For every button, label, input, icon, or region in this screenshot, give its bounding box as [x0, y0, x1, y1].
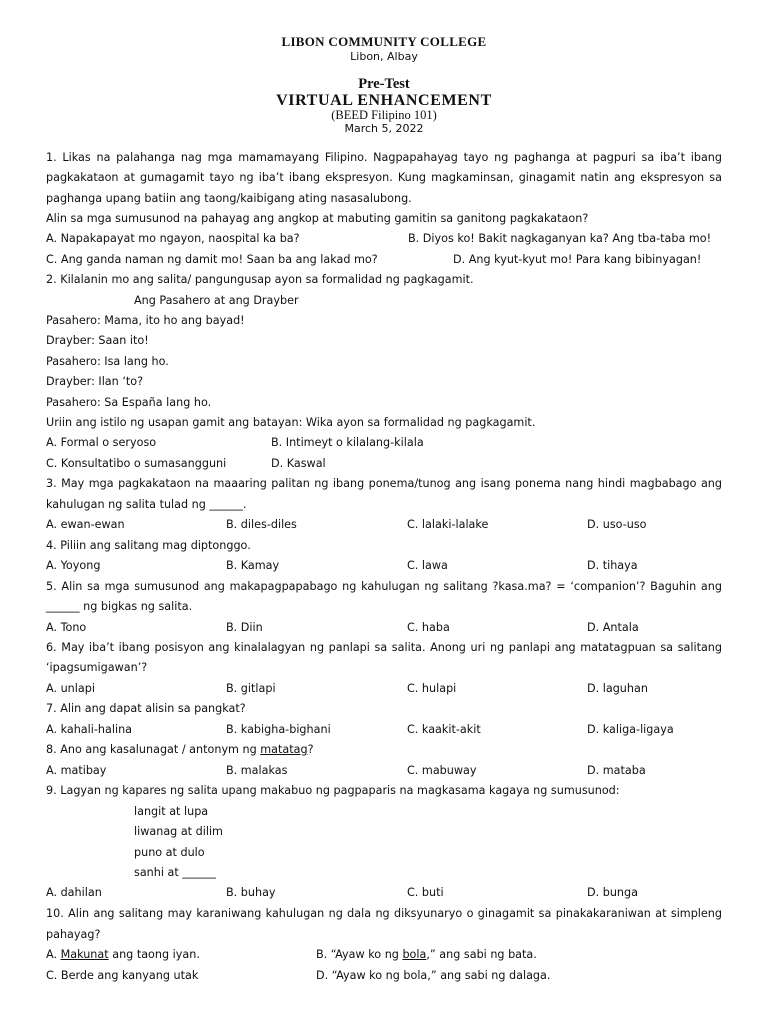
q8-target-word: matatag: [260, 743, 308, 756]
q1-option-d: D. Ang kyut-kyut mo! Para kang bibinyagan!: [453, 253, 702, 266]
q8-stem: [46, 743, 314, 757]
q6-option-b: B. gitlapi: [226, 682, 276, 695]
q2-question: Uriin ang istilo ng usapan gamit ang batayan: Wika ayon sa formalidad ng pagkagamit.: [46, 416, 536, 429]
q9-pair: langit at lupa: [134, 805, 209, 818]
q2-dialogue-line: Drayber: Ilan ‘to?: [46, 375, 144, 388]
q10-stem-line1: 10. Alin ang salitang may karaniwang kahulugan ng dala ng diksyunaryo o ginagamit sa pinakakaraniwan at simpleng: [46, 907, 722, 920]
q2-dialogue-line: Pasahero: Sa España lang ho.: [46, 396, 212, 409]
q3-option-b: B. diles-diles: [226, 518, 297, 531]
q5-option-c: C. haba: [407, 621, 450, 634]
q10-option-b-prefix: B. “Ayaw ko ng: [316, 948, 403, 961]
q1-stem-line2: pagkakataon at gumagamit tayo ng iba’t ibang ekspresyon. Kung magkaminsan, ginagamit natin ang ekspresyon sa: [46, 171, 722, 184]
q5-stem-line1: 5. Alin sa mga sumusunod ang makapagpapabago ng kahulugan ng salitang ?kasa.ma? = ‘companion’? Baguhin ang: [46, 580, 722, 593]
q9-option-b: B. buhay: [226, 886, 276, 899]
q8-option-b: B. malakas: [226, 764, 288, 777]
q2-option-d: D. Kaswal: [271, 457, 326, 470]
q7-option-c: C. kaakit-akit: [407, 723, 481, 736]
q1-option-a: A. Napakapayat mo ngayon, naospital ka ba?: [46, 232, 300, 245]
q9-option-a: A. dahilan: [46, 886, 102, 899]
q8-stem-prefix: 8. Ano ang kasalunagat / antonym ng: [46, 743, 261, 756]
q6-option-c: C. hulapi: [407, 682, 457, 695]
q7-option-a: A. kahali-halina: [46, 723, 133, 736]
q2-dialogue-title: Ang Pasahero at ang Drayber: [134, 294, 299, 307]
test-title: VIRTUAL ENHANCEMENT: [276, 92, 492, 109]
q7-option-d: D. kaliga-ligaya: [587, 723, 674, 736]
q9-option-d: D. bunga: [587, 886, 638, 899]
q9-pair: liwanag at dilim: [134, 825, 223, 838]
q6-option-a: A. unlapi: [46, 682, 95, 695]
q5-stem-line2: ______ ng bigkas ng salita.: [46, 600, 193, 613]
q2-prompt: 2. Kilalanin mo ang salita/ pangungusap ayon sa formalidad ng pagkagamit.: [46, 273, 474, 286]
q3-option-c: C. lalaki-lalake: [407, 518, 489, 531]
q6-option-d: D. laguhan: [587, 682, 648, 695]
q7-stem: 7. Alin ang dapat alisin sa pangkat?: [46, 702, 246, 715]
school-name: LIBON COMMUNITY COLLEGE: [281, 34, 487, 49]
q5-option-b: B. Diin: [226, 621, 263, 634]
q1-stem-line3: paghanga upang batiin ang taong/kaibigang ating nasasalubong.: [46, 192, 412, 205]
q5-option-d: D. Antala: [587, 621, 639, 634]
q9-pair: puno at dulo: [134, 846, 205, 859]
q1-stem-line1: 1. Likas na palahanga nag mga mamamayang Filipino. Nagpapahayag tayo ng paghanga at pagpuri sa iba’t ibang: [46, 151, 722, 164]
q10-option-a-prefix: A.: [46, 948, 61, 961]
q4-option-d: D. tihaya: [587, 559, 638, 572]
test-date: March 5, 2022: [344, 122, 424, 135]
q10-option-a-suffix: ang taong iyan.: [108, 948, 200, 961]
q2-dialogue-line: Pasahero: Mama, ito ho ang bayad!: [46, 314, 245, 327]
q8-option-a: A. matibay: [46, 764, 107, 777]
q4-option-b: B. Kamay: [226, 559, 280, 572]
q10-option-b-word: bola: [402, 948, 427, 961]
q8-option-c: C. mabuway: [407, 764, 477, 777]
q8-stem-suffix: ?: [307, 743, 314, 756]
q4-option-a: A. Yoyong: [46, 559, 101, 572]
q1-option-b: B. Diyos ko! Bakit nagkaganyan ka? Ang tba-taba mo!: [408, 232, 712, 245]
q4-stem: 4. Piliin ang salitang mag diptonggo.: [46, 539, 251, 552]
q4-option-c: C. lawa: [407, 559, 448, 572]
q10-option-c: C. Berde ang kanyang utak: [46, 969, 199, 982]
test-type: Pre-Test: [358, 76, 410, 92]
q9-stem: 9. Lagyan ng kapares ng salita upang makabuo ng pagpaparis na magkasama kagaya ng sumusunod:: [46, 784, 620, 797]
q6-stem-line2: ‘ipagsumigawan’?: [46, 661, 148, 674]
q6-stem-line1: 6. May iba’t ibang posisyon ang kinalalagyan ng panlapi sa salita. Anong uri ng panlapi ang matatagpuan sa salitang: [46, 641, 722, 654]
q10-stem-line2: pahayag?: [46, 928, 101, 941]
q2-option-c: C. Konsultatibo o sumasangguni: [46, 457, 227, 470]
q3-option-d: D. uso-uso: [587, 518, 647, 531]
q5-option-a: A. Tono: [46, 621, 87, 634]
q9-option-c: C. buti: [407, 886, 444, 899]
q2-dialogue-line: Pasahero: Isa lang ho.: [46, 355, 169, 368]
q3-stem-line2: kahulugan ng salita tulad ng ______.: [46, 498, 247, 511]
q10-option-a-word: Makunat: [60, 948, 109, 961]
q8-option-d: D. mataba: [587, 764, 646, 777]
course-label: (BEED Filipino 101): [331, 108, 437, 122]
q1-option-c: C. Ang ganda naman ng damit mo! Saan ba ang lakad mo?: [46, 253, 378, 266]
q10-option-b-suffix: ,” ang sabi ng bata.: [426, 948, 537, 961]
q7-option-b: B. kabigha-bighani: [226, 723, 331, 736]
q10-option-b: [316, 948, 537, 962]
q3-stem-line1: 3. May mga pagkakataon na maaaring palitan ng ibang ponema/tunog ang isang ponema nang hindi magbabago ang: [46, 477, 722, 490]
q2-option-b: B. Intimeyt o kilalang-kilala: [271, 436, 424, 449]
q10-option-a: [46, 948, 200, 962]
q2-dialogue-line: Drayber: Saan ito!: [46, 334, 149, 347]
q9-pair-blank: sanhi at ______: [134, 866, 216, 879]
q2-option-a: A. Formal o seryoso: [46, 436, 157, 449]
school-location: Libon, Albay: [350, 50, 418, 63]
q1-question: Alin sa mga sumusunod na pahayag ang angkop at mabuting gamitin sa ganitong pagkakataon?: [46, 212, 589, 225]
q3-option-a: A. ewan-ewan: [46, 518, 125, 531]
q10-option-d: D. “Ayaw ko ng bola,” ang sabi ng dalaga.: [316, 969, 551, 982]
